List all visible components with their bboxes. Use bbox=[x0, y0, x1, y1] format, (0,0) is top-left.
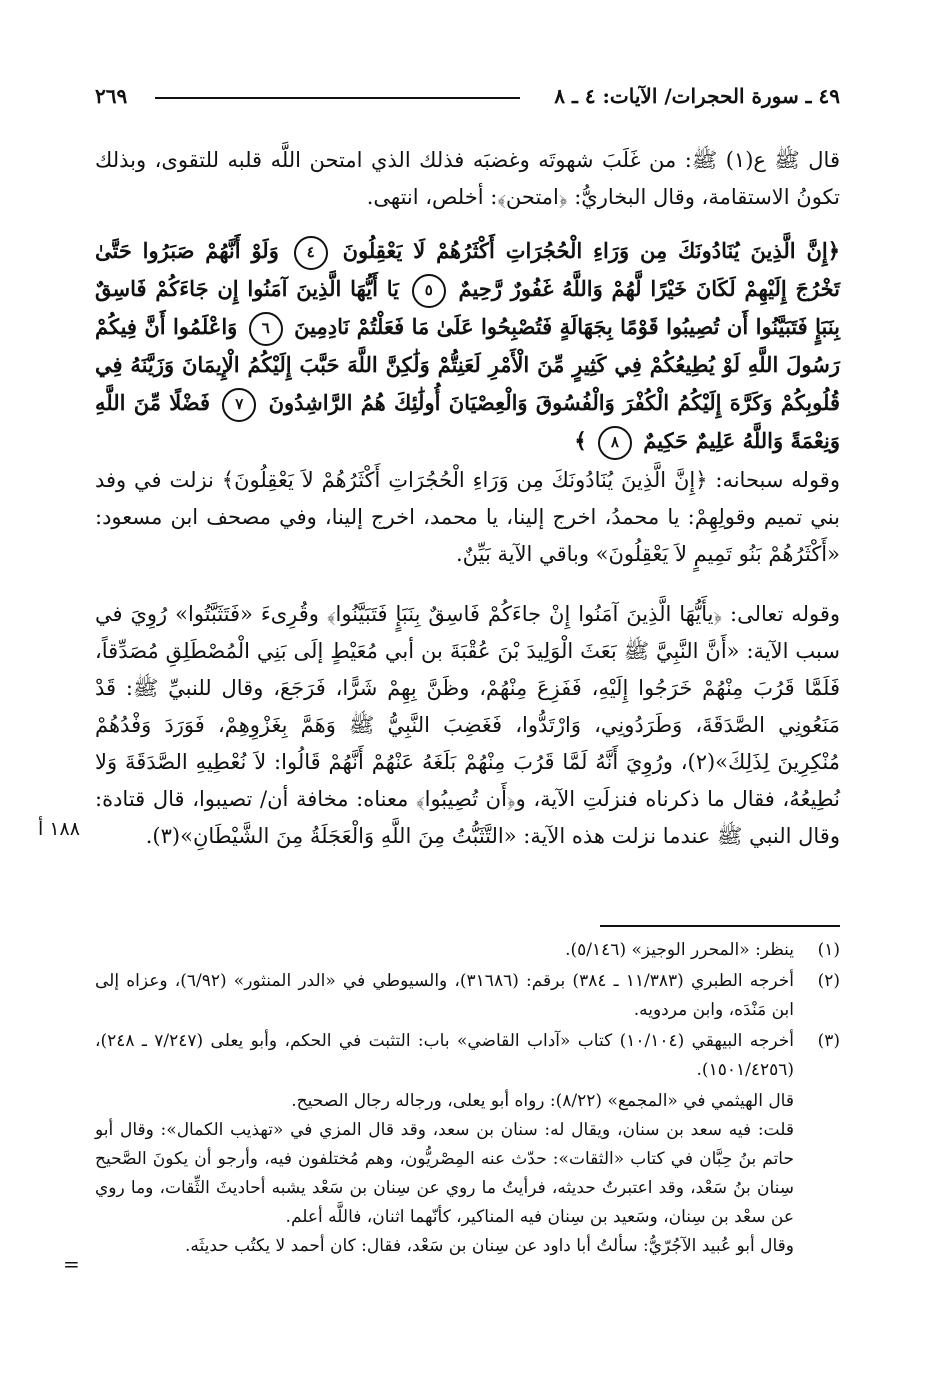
intro-text: قال ﷺ ع(١) ﷺ: من غَلَبَ شهوتَه وغضبَه فذلك الذي امتحن اللَّه قلبه للتقوى، وبذلك تكونُ الاستقامة، وقال البخاريُّ: ﴿امتحن﴾: أخلص، انتهى. bbox=[95, 148, 840, 209]
intro-block bbox=[95, 142, 840, 216]
margin-folio-note: ١٨٨ أ bbox=[38, 818, 80, 840]
paragraph-2-text: وقوله تعالى: ﴿يأَيُّهَا الَّذِينَ آمَنُوا إِنْ جاءَكُمْ فَاسِقٌ بِنَبَإٍ فَتَبَيَّنُوا﴾ وقُرِىءَ «فَتَثَبَّتُوا» رُوِيَ في سبب الآية: «أَنَّ النَّبِيَّ ﷺ بَعَثَ الْوَلِيدَ بْنَ عُقْبَةَ بن أبي مُعَيْطٍ إلَى بَنِي الْمُصْطَلِقِ مُصَدِّقاً، فَلَمَّا قَرُبَ مِنْهُمْ خَرَجُوا إِلَيْهِ، فَفَزِعَ مِنْهُمْ، وظَنَّ بِهِمْ شَرًّا، فَرَجَعَ، وقال للنبيِّ ﷺ: قَدْ مَنَعُونِي الصَّدَقَةَ، وَطَرَدُونِي، وَارْتَدُّوا، فَغَضِبَ النَّبِيُّ ﷺ وَهَمَّ بِغَزْوِهِمْ، فَوَرَدَ وَفْدُهُمْ مُنْكِرِينَ لِذَلِكَ»(٢)، ورُوِيَ أَنَّهُ لَمَّا قَرُبَ مِنْهُمْ بَلَغَهُ عَنْهُمْ أَنَّهُمْ قَالُوا: لاَ نُعْطِيهِ الصَّدَقَةَ وَلا نُطِيعُهُ، فقال ما ذكرناه فنزلَتِ الآية، و﴿أَن تُصِيبُوا﴾ معناه: مخافة أن/ تصيبوا، قال قتادة: وقال النبي ﷺ عندما نزلت هذه الآية: «التَّثَبُّتُ مِنَ اللَّهِ وَالْعَجَلَةُ مِنَ الشَّيْطَانِ»(٣). bbox=[95, 602, 840, 848]
footnote bbox=[95, 936, 840, 965]
paragraph-1 bbox=[95, 462, 840, 573]
verse-7-text: وَاعْلَمُوا أَنَّ فِيكُمْ رَسُولَ اللَّهِ لَوْ يُطِيعُكُمْ فِي كَثِيرٍ مِّنَ الْأَمْرِ لَعَنِتُّمْ وَلَٰكِنَّ اللَّهَ حَبَّبَ إِلَيْكُمُ الْإِيمَانَ وَزَيَّنَهُ فِي قُلُوبِكُمْ وَكَرَّهَ إِلَيْكُمُ الْكُفْرَ وَالْفُسُوقَ وَالْعِصْيَانَ أُولَٰئِكَ هُمُ الرَّاشِدُونَ bbox=[95, 314, 840, 415]
ayah-number-4: ٤ bbox=[294, 236, 328, 270]
footnote-continuation-line: وقال أبو عُبيد الآجُرّيُّ: سألتُ أبا داود عن سِنان بن سَعْد، فقال: كان أحمد لا يكتُب حديثَه. bbox=[184, 1236, 794, 1256]
running-header bbox=[95, 84, 840, 118]
footnote-number: (٣) bbox=[817, 1031, 840, 1051]
ayah-number-5: ٥ bbox=[412, 274, 446, 308]
verse-6-text: يَا أَيُّهَا الَّذِينَ آمَنُوا إِن جَاءَكُمْ فَاسِقٌ بِنَبَإٍ فَتَبَيَّنُوا أَن تُصِيبُوا قَوْمًا بِجَهَالَةٍ فَتُصْبِحُوا عَلَىٰ مَا فَعَلْتُمْ نَادِمِينَ bbox=[95, 276, 841, 339]
footnote-continuation-line: قال الهيثمي في «المجمع» (٨/٢٢): رواه أبو يعلى، ورجاله رجال الصحيح. bbox=[291, 1091, 794, 1111]
verse-close-bracket: ﴾ bbox=[574, 428, 587, 453]
footnote-continuation-line: قلت: فيه سعد بن سنان، ويقال له: سنان بن سعد، وقد قال المزي في «تهذيب الكمال»: وقال أبو حاتم بنُ حِبَّان في كتاب «الثقات»: حدّث عنه المِصْريُّون، وهم مُختلفون فيه، وأرجو أن يكونَ الصَّحيح سِنان بنُ سَعْد، وقد اعتبرتُ حديثه، فرأيتُ ما روي عن سِنان بن سَعْد يشبه أحاديثَ الثِّقات، وما روي عن سعْد بن سِنان، وسَعيد بن سِنان فيه المناكير، كأنّهما اثنان، فاللَّه أعلم. bbox=[95, 1120, 794, 1227]
header-rule bbox=[155, 97, 520, 99]
footnotes bbox=[95, 936, 840, 1261]
verse-5-text: وَلَوْ أَنَّهُمْ صَبَرُوا حَتَّىٰ تَخْرُجَ إِلَيْهِمْ لَكَانَ خَيْرًا لَّهُمْ وَاللَّهُ غَفُورٌ رَّحِيمٌ bbox=[95, 238, 841, 301]
footnote-text: أخرجه البيهقي (١٠/١٠٤) كتاب «آداب القاضي» باب: التثبت في الحكم، وأبو يعلى (٧/٢٤٧ ـ ٢٤٨)، (١٥٠١/٤٢٥٦). bbox=[95, 1031, 794, 1080]
footnote-number: (٢) bbox=[817, 971, 840, 991]
ayah-number-6: ٦ bbox=[249, 312, 283, 346]
footnote bbox=[95, 1027, 840, 1085]
footnote bbox=[95, 967, 840, 1025]
quran-verses bbox=[95, 232, 840, 460]
footnote-text: ينظر: «المحرر الوجيز» (٥/١٤٦). bbox=[565, 940, 794, 960]
ayah-number-8: ٨ bbox=[598, 426, 632, 460]
paragraph-2 bbox=[95, 596, 840, 855]
verse-4-text: ﴿إِنَّ الَّذِينَ يُنَادُونَكَ مِن وَرَاءِ الْحُجُرَاتِ أَكْثَرُهُمْ لَا يَعْقِلُونَ bbox=[342, 238, 841, 263]
footnote-text: أخرجه الطبري (١١/٣٨٣ ـ ٣٨٤) برقم: (٣١٦٨٦)، والسيوطي في «الدر المنثور» (٦/٩٢)، وعزاه إلى ابن مَنْدَه، وابن مردويه. bbox=[95, 971, 794, 1020]
quran-block bbox=[95, 232, 840, 460]
paragraph-1-text: وقوله سبحانه: ﴿إِنَّ الَّذِينَ يُنَادُونَكَ مِن وَرَاءِ الْحُجُرَاتِ أَكْثَرُهُمْ لاَ يَعْقِلُونَ﴾ نزلت في وفد بني تميم وقولِهِمْ: يا محمدُ، اخرج إلينا، يا محمد، اخرج إلينا، وفي مصحف ابن مسعود: «أَكْثَرُهُمْ بَنُو تَمِيمٍ لاَ يَعْقِلُونَ» وباقي الآية بَيِّنٌ. bbox=[95, 468, 840, 566]
verse-8-text: فَضْلًا مِّنَ اللَّهِ وَنِعْمَةً وَاللَّهُ عَلِيمٌ حَكِيمٌ bbox=[95, 390, 840, 453]
page-number: ٢٦٩ bbox=[95, 84, 128, 108]
continuation-mark: = bbox=[63, 1252, 80, 1276]
header-title: ٤٩ ـ سورة الحجرات/ الآيات: ٤ ـ ٨ bbox=[554, 84, 840, 108]
ayah-number-7: ٧ bbox=[222, 388, 256, 422]
footnote-number: (١) bbox=[817, 940, 840, 960]
footnote-rule bbox=[600, 925, 840, 927]
